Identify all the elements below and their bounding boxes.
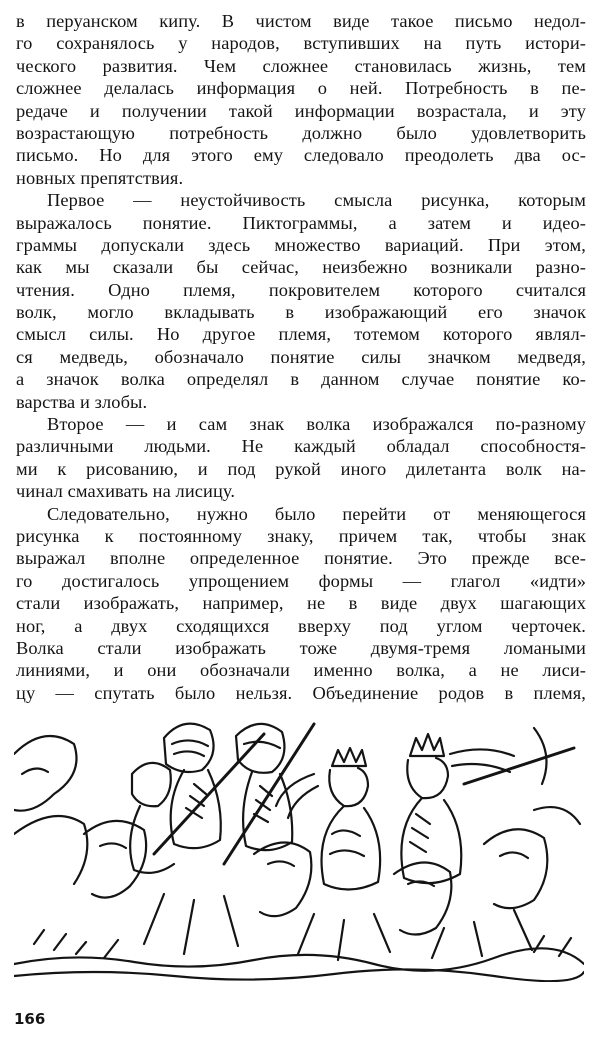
text-line: письмо. Но для этого ему следовало преодолеть два ос-: [16, 145, 586, 166]
text-line: редаче и получении такой информации возрастала, и эту: [16, 100, 586, 121]
text-line: цу — спутать было нельзя. Объединение родов в племя,: [16, 682, 586, 703]
text-line: Волка стали изображать тоже двумя-тремя ломаными: [16, 637, 586, 658]
page-number: 166: [14, 1010, 46, 1028]
text-line: граммы допускали здесь множество вариаций. При этом,: [16, 234, 586, 255]
text-line: выражалось понятие. Пиктограммы, а затем и идео-: [16, 212, 586, 233]
text-line: сложнее делалась информация о ней. Потребность в пе-: [16, 78, 586, 99]
text-line: Первое — неустойчивость смысла рисунка, которым: [47, 190, 586, 211]
text-line: выражал вполне определенное понятие. Это прежде все-: [16, 548, 586, 569]
text-line: а значок волка определял в данном случае понятие ко-: [16, 369, 586, 390]
text-line: смысл силы. Но другое племя, тотемом которого являл-: [16, 324, 586, 345]
text-line: ног, а двух сходящихся вверху под углом черточек.: [16, 615, 586, 636]
riders-engraving: [14, 714, 584, 982]
text-line: возрастающую потребность должно было удовлетворить: [16, 122, 586, 143]
text-line: как мы сказали бы сейчас, неизбежно возникали разно-: [16, 257, 586, 278]
text-line: линиями, и они обозначали именно волка, а не лиси-: [16, 660, 586, 681]
text-line: рисунка к постоянному знаку, причем так, чтобы знак: [16, 525, 586, 546]
text-line: ческого развития. Чем сложнее становилась жизнь, тем: [16, 55, 586, 76]
body-text: [16, 10, 586, 704]
text-line: варства и злобы.: [16, 391, 148, 412]
text-line: волк, могло вкладывать в изображающий его значок: [16, 302, 586, 323]
text-line: Следовательно, нужно было перейти от меняющегося: [47, 503, 586, 524]
text-line: новных препятствия.: [16, 167, 184, 188]
text-line: ми к рисованию, и под рукой иного дилетанта волк на-: [16, 458, 586, 479]
text-line: го сохранялось у народов, вступивших на путь истори-: [16, 33, 586, 54]
text-line: го достигалось упрощением формы — глагол «идти»: [16, 570, 586, 591]
text-line: чинал смахивать на лисицу.: [16, 481, 236, 502]
text-line: различными людьми. Не каждый обладал способностя-: [16, 436, 586, 457]
text-line: в перуанском кипу. В чистом виде такое письмо недол-: [16, 11, 586, 31]
text-line: чтения. Одно племя, покровителем которого считался: [16, 279, 586, 300]
text-line: Второе — и сам знак волка изображался по-разному: [47, 414, 586, 435]
text-line: ся медведь, обозначало понятие силы значком медведя,: [16, 346, 586, 367]
woodcut-illustration: [14, 714, 584, 982]
text-line: стали изображать, например, не в виде двух шагающих: [16, 593, 586, 614]
